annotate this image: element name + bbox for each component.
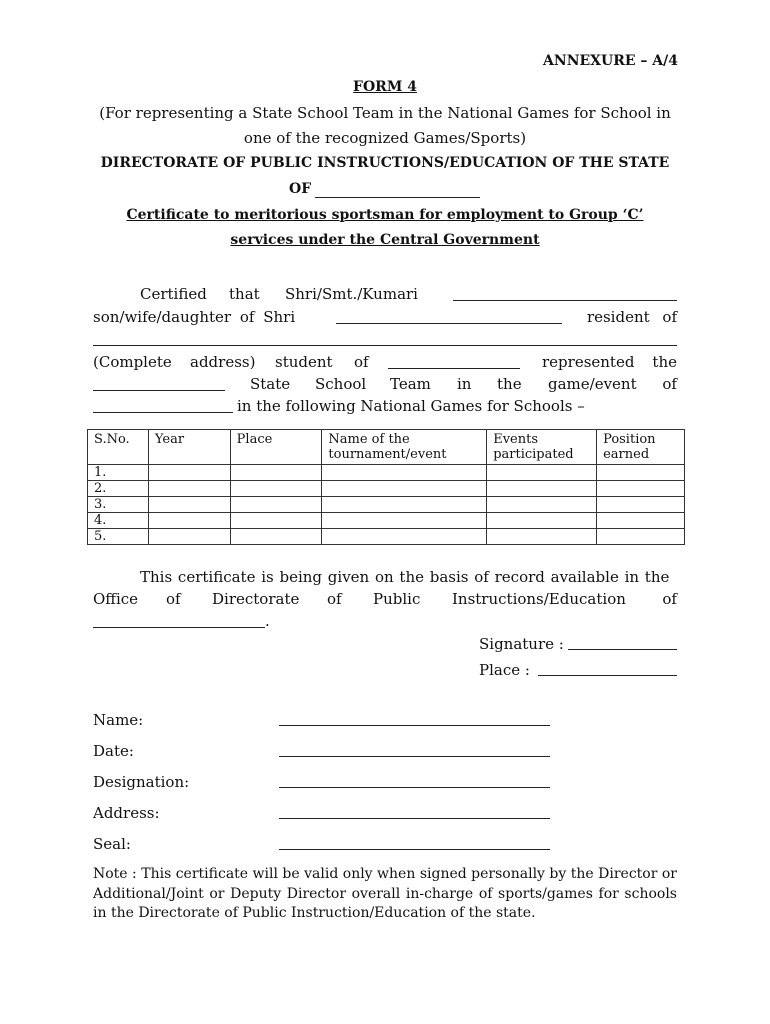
of-word: of bbox=[354, 353, 369, 371]
table-cell bbox=[148, 465, 230, 481]
table-cell bbox=[322, 481, 487, 497]
team-word: Team bbox=[390, 375, 431, 393]
col-place: Place bbox=[230, 430, 322, 465]
table-row bbox=[88, 513, 685, 529]
validity-note: Note : This certificate will be valid only when signed personally by the Director or Additional/Joint or Deputy Director overall in-charge of sports/games for schools in the Directorate of Public Instruction/Education of the state. bbox=[93, 866, 677, 921]
father-name-blank bbox=[336, 323, 562, 324]
table-row bbox=[88, 497, 685, 513]
table-cell bbox=[597, 481, 685, 497]
of-word-4: of bbox=[327, 590, 342, 608]
table-cell bbox=[597, 529, 685, 545]
certified-word: Certified bbox=[140, 285, 207, 303]
form-title: FORM 4 bbox=[353, 79, 417, 95]
game-event-word: game/event bbox=[548, 375, 637, 393]
represented-word: represented bbox=[542, 353, 635, 371]
table-cell bbox=[148, 529, 230, 545]
certificate-basis-line1: This certificate is being given on the basis of record available in the bbox=[140, 568, 670, 586]
directorate-heading: DIRECTORATE OF PUBLIC INSTRUCTIONS/EDUCATION OF THE STATE bbox=[100, 155, 670, 171]
school-word: School bbox=[315, 375, 367, 393]
col-sno: S.No. bbox=[88, 430, 149, 465]
table-cell bbox=[148, 481, 230, 497]
name-blank bbox=[453, 300, 677, 301]
table-row bbox=[88, 529, 685, 545]
address-label: Address: bbox=[93, 804, 160, 822]
seal-label: Seal: bbox=[93, 835, 131, 853]
table-cell bbox=[322, 465, 487, 481]
designation-field-line bbox=[279, 787, 550, 788]
table-cell bbox=[487, 513, 597, 529]
annexure-label: ANNEXURE – A/4 bbox=[543, 53, 678, 69]
date-label: Date: bbox=[93, 742, 134, 760]
certificate-title-line2: services under the Central Government bbox=[230, 232, 540, 248]
certificate-title-line1: Certificate to meritorious sportsman for employment to Group ‘C’ bbox=[126, 207, 644, 223]
table-cell bbox=[322, 497, 487, 513]
table-cell bbox=[148, 497, 230, 513]
relation-label: son/wife/daughter of Shri bbox=[93, 308, 296, 326]
of-word-2: of bbox=[662, 375, 677, 393]
state-blank bbox=[315, 197, 480, 198]
that-word: that bbox=[229, 285, 260, 303]
table-row bbox=[88, 465, 685, 481]
seal-field-line bbox=[279, 849, 550, 850]
address-field-line bbox=[279, 818, 550, 819]
table-cell bbox=[487, 529, 597, 545]
place-label: Place : bbox=[479, 661, 530, 679]
address-blank bbox=[93, 345, 677, 346]
of-word-5: of bbox=[662, 590, 677, 608]
address-word: address) bbox=[190, 353, 256, 371]
shri-smt-kumari: Shri/Smt./Kumari bbox=[285, 285, 418, 303]
public-word: Public bbox=[373, 590, 421, 608]
row-number: 5. bbox=[88, 529, 149, 545]
table-cell bbox=[230, 513, 322, 529]
resident-of-label: resident of bbox=[586, 308, 677, 326]
record-table bbox=[87, 429, 685, 545]
table-header-row bbox=[88, 430, 685, 465]
instructions-word: Instructions/Education bbox=[452, 590, 626, 608]
office-word: Office bbox=[93, 590, 139, 608]
game-blank bbox=[93, 412, 233, 413]
form-subtitle-line1: (For representing a State School Team in the National Games for School in bbox=[99, 104, 671, 122]
row-number: 3. bbox=[88, 497, 149, 513]
state-name-blank bbox=[93, 390, 225, 391]
row-number: 4. bbox=[88, 513, 149, 529]
table-cell bbox=[487, 481, 597, 497]
directorate-of-label: OF bbox=[289, 181, 312, 197]
complete-word: (Complete bbox=[93, 353, 172, 371]
date-field-line bbox=[279, 756, 550, 757]
table-cell bbox=[597, 465, 685, 481]
table-cell bbox=[230, 497, 322, 513]
school-blank bbox=[388, 368, 520, 369]
period-mark: . bbox=[265, 612, 270, 630]
name-field-line bbox=[279, 725, 550, 726]
directorate-word: Directorate bbox=[212, 590, 300, 608]
table-cell bbox=[230, 465, 322, 481]
col-events: Events participated bbox=[487, 430, 597, 465]
table-cell bbox=[487, 465, 597, 481]
table-cell bbox=[487, 497, 597, 513]
the-word-2: the bbox=[497, 375, 522, 393]
place-blank bbox=[538, 675, 677, 676]
national-games-text: in the following National Games for Schools – bbox=[237, 397, 585, 415]
name-label: Name: bbox=[93, 711, 144, 729]
the-word: the bbox=[652, 353, 677, 371]
state-word: State bbox=[250, 375, 291, 393]
in-word: in bbox=[457, 375, 472, 393]
designation-label: Designation: bbox=[93, 773, 190, 791]
table-cell bbox=[322, 529, 487, 545]
office-blank bbox=[93, 627, 265, 628]
col-year: Year bbox=[148, 430, 230, 465]
table-cell bbox=[322, 513, 487, 529]
signature-label: Signature : bbox=[479, 635, 564, 653]
student-word: student bbox=[275, 353, 333, 371]
table-cell bbox=[597, 513, 685, 529]
col-position: Position earned bbox=[597, 430, 685, 465]
table-cell bbox=[597, 497, 685, 513]
col-tournament: Name of the tournament/event bbox=[322, 430, 487, 465]
table-cell bbox=[230, 529, 322, 545]
of-word-3: of bbox=[166, 590, 181, 608]
row-number: 2. bbox=[88, 481, 149, 497]
signature-blank bbox=[568, 649, 677, 650]
form-subtitle-line2: one of the recognized Games/Sports) bbox=[243, 129, 527, 147]
row-number: 1. bbox=[88, 465, 149, 481]
table-cell bbox=[230, 481, 322, 497]
table-cell bbox=[148, 513, 230, 529]
table-row bbox=[88, 481, 685, 497]
